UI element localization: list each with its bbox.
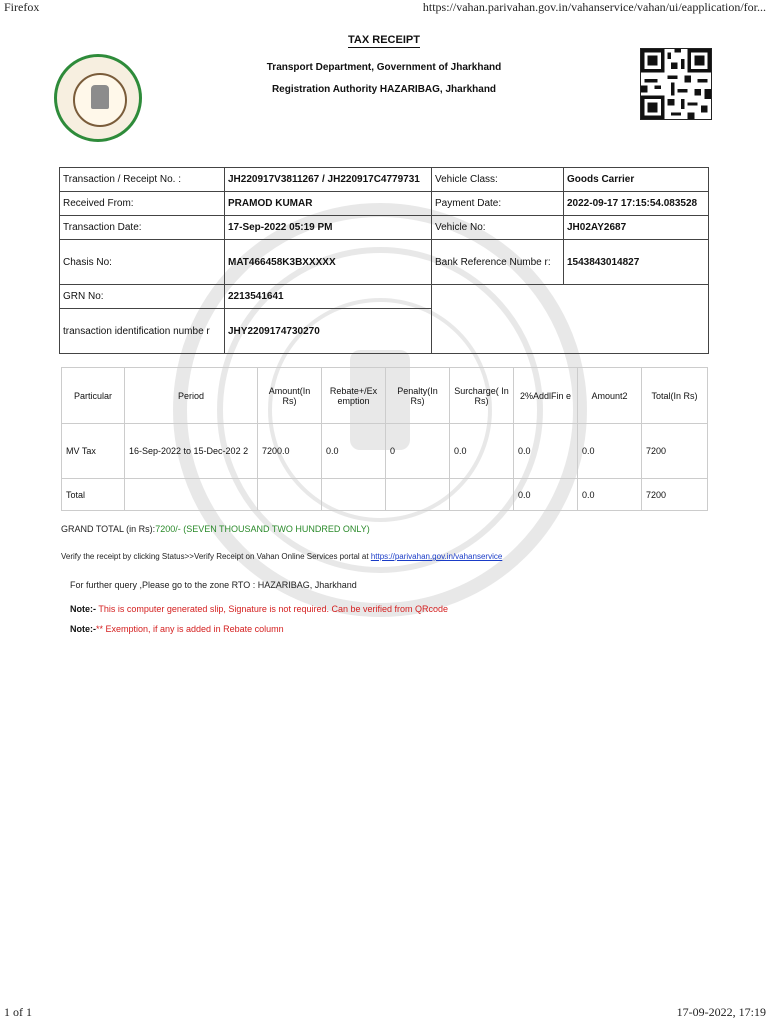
note-label: Note:- [70, 624, 96, 634]
payment-date-label: Payment Date: [432, 192, 564, 216]
print-timestamp: 17-09-2022, 17:19 [676, 1005, 766, 1019]
grand-total-value: 7200/- (SEVEN THOUSAND TWO HUNDRED ONLY) [155, 524, 370, 534]
query-text: For further query ,Please go to the zone RTO : HAZARIBAG, Jharkhand [70, 580, 357, 590]
verify-instruction [61, 552, 502, 561]
page-url: https://vahan.parivahan.gov.in/vahanservice/vahan/ui/eapplication/for... [422, 0, 766, 14]
note-text: This is computer generated slip, Signature is not required. Can be verified from QRcode [98, 604, 449, 614]
table-cell [258, 479, 322, 511]
column-header: Particular [62, 368, 125, 424]
table-cell [125, 479, 258, 511]
table-header-row [62, 368, 708, 424]
page-counter: 1 of 1 [4, 1005, 32, 1019]
chasis-label: Chasis No: [60, 240, 225, 285]
note-text: ** Exemption, if any is added in Rebate column [96, 624, 284, 634]
txn-id-value: JHY2209174730270 [225, 309, 432, 354]
table-row [62, 479, 708, 511]
transaction-date-label: Transaction Date: [60, 216, 225, 240]
receipt-no-value: JH220917V3811267 / JH220917C4779731 [225, 168, 432, 192]
grn-label: GRN No: [60, 285, 225, 309]
note-label: Note:- [70, 604, 96, 614]
qr-code-icon [640, 48, 712, 120]
note-exemption [70, 624, 284, 634]
table-cell: 0.0 [322, 424, 386, 479]
empty-cell [432, 285, 564, 354]
table-cell: 0.0 [578, 479, 642, 511]
column-header: Amount2 [578, 368, 642, 424]
payment-date-value: 2022-09-17 17:15:54.083528 [564, 192, 709, 216]
table-cell: 0.0 [578, 424, 642, 479]
table-cell: 0.0 [514, 479, 578, 511]
chasis-value: MAT466458K3BXXXXX [225, 240, 432, 285]
column-header: Total(In Rs) [642, 368, 708, 424]
note-computer-generated [70, 604, 448, 614]
column-header: Amount(In Rs) [258, 368, 322, 424]
grand-total [61, 524, 370, 534]
column-header: Period [125, 368, 258, 424]
column-header: Surcharge( In Rs) [450, 368, 514, 424]
table-row [62, 424, 708, 479]
column-header: 2%AddlFin e [514, 368, 578, 424]
bank-reference-value: 1543843014827 [564, 240, 709, 285]
table-cell [322, 479, 386, 511]
receipt-no-label: Transaction / Receipt No. : [60, 168, 225, 192]
vehicle-no-label: Vehicle No: [432, 216, 564, 240]
received-from-label: Received From: [60, 192, 225, 216]
authority-heading: Registration Authority HAZARIBAG, Jharkhand [271, 84, 497, 95]
table-cell: 7200 [642, 479, 708, 511]
column-header: Penalty(In Rs) [386, 368, 450, 424]
table-cell: MV Tax [62, 424, 125, 479]
tax-breakdown-table [61, 367, 708, 511]
page-title: TAX RECEIPT [348, 34, 420, 46]
grand-total-label: GRAND TOTAL (in Rs): [61, 524, 156, 534]
received-from-value: PRAMOD KUMAR [225, 192, 432, 216]
txn-id-label: transaction identification numbe r [60, 309, 225, 354]
browser-name: Firefox [4, 0, 40, 14]
vehicle-no-value: JH02AY2687 [564, 216, 709, 240]
grn-value: 2213541641 [225, 285, 432, 309]
verify-text: Verify the receipt by clicking Status>>Verify Receipt on Vahan Online Services portal at [61, 552, 369, 561]
vehicle-class-value: Goods Carrier [564, 168, 709, 192]
empty-cell [564, 285, 709, 354]
table-cell [386, 479, 450, 511]
vahan-service-link[interactable]: https://parivahan.gov.in/vahanservice [370, 552, 503, 561]
column-header: Rebate+/Ex emption [322, 368, 386, 424]
bank-reference-label: Bank Reference Numbe r: [432, 240, 564, 285]
vehicle-class-label: Vehicle Class: [432, 168, 564, 192]
transaction-date-value: 17-Sep-2022 05:19 PM [225, 216, 432, 240]
table-cell: 7200 [642, 424, 708, 479]
table-cell: 0.0 [450, 424, 514, 479]
table-cell: 0.0 [514, 424, 578, 479]
table-cell: 7200.0 [258, 424, 322, 479]
department-heading: Transport Department, Government of Jharkhand [266, 62, 502, 73]
table-cell: Total [62, 479, 125, 511]
table-cell: 0 [386, 424, 450, 479]
table-cell [450, 479, 514, 511]
receipt-details-table [59, 167, 709, 354]
table-cell: 16-Sep-2022 to 15-Dec-202 2 [125, 424, 258, 479]
